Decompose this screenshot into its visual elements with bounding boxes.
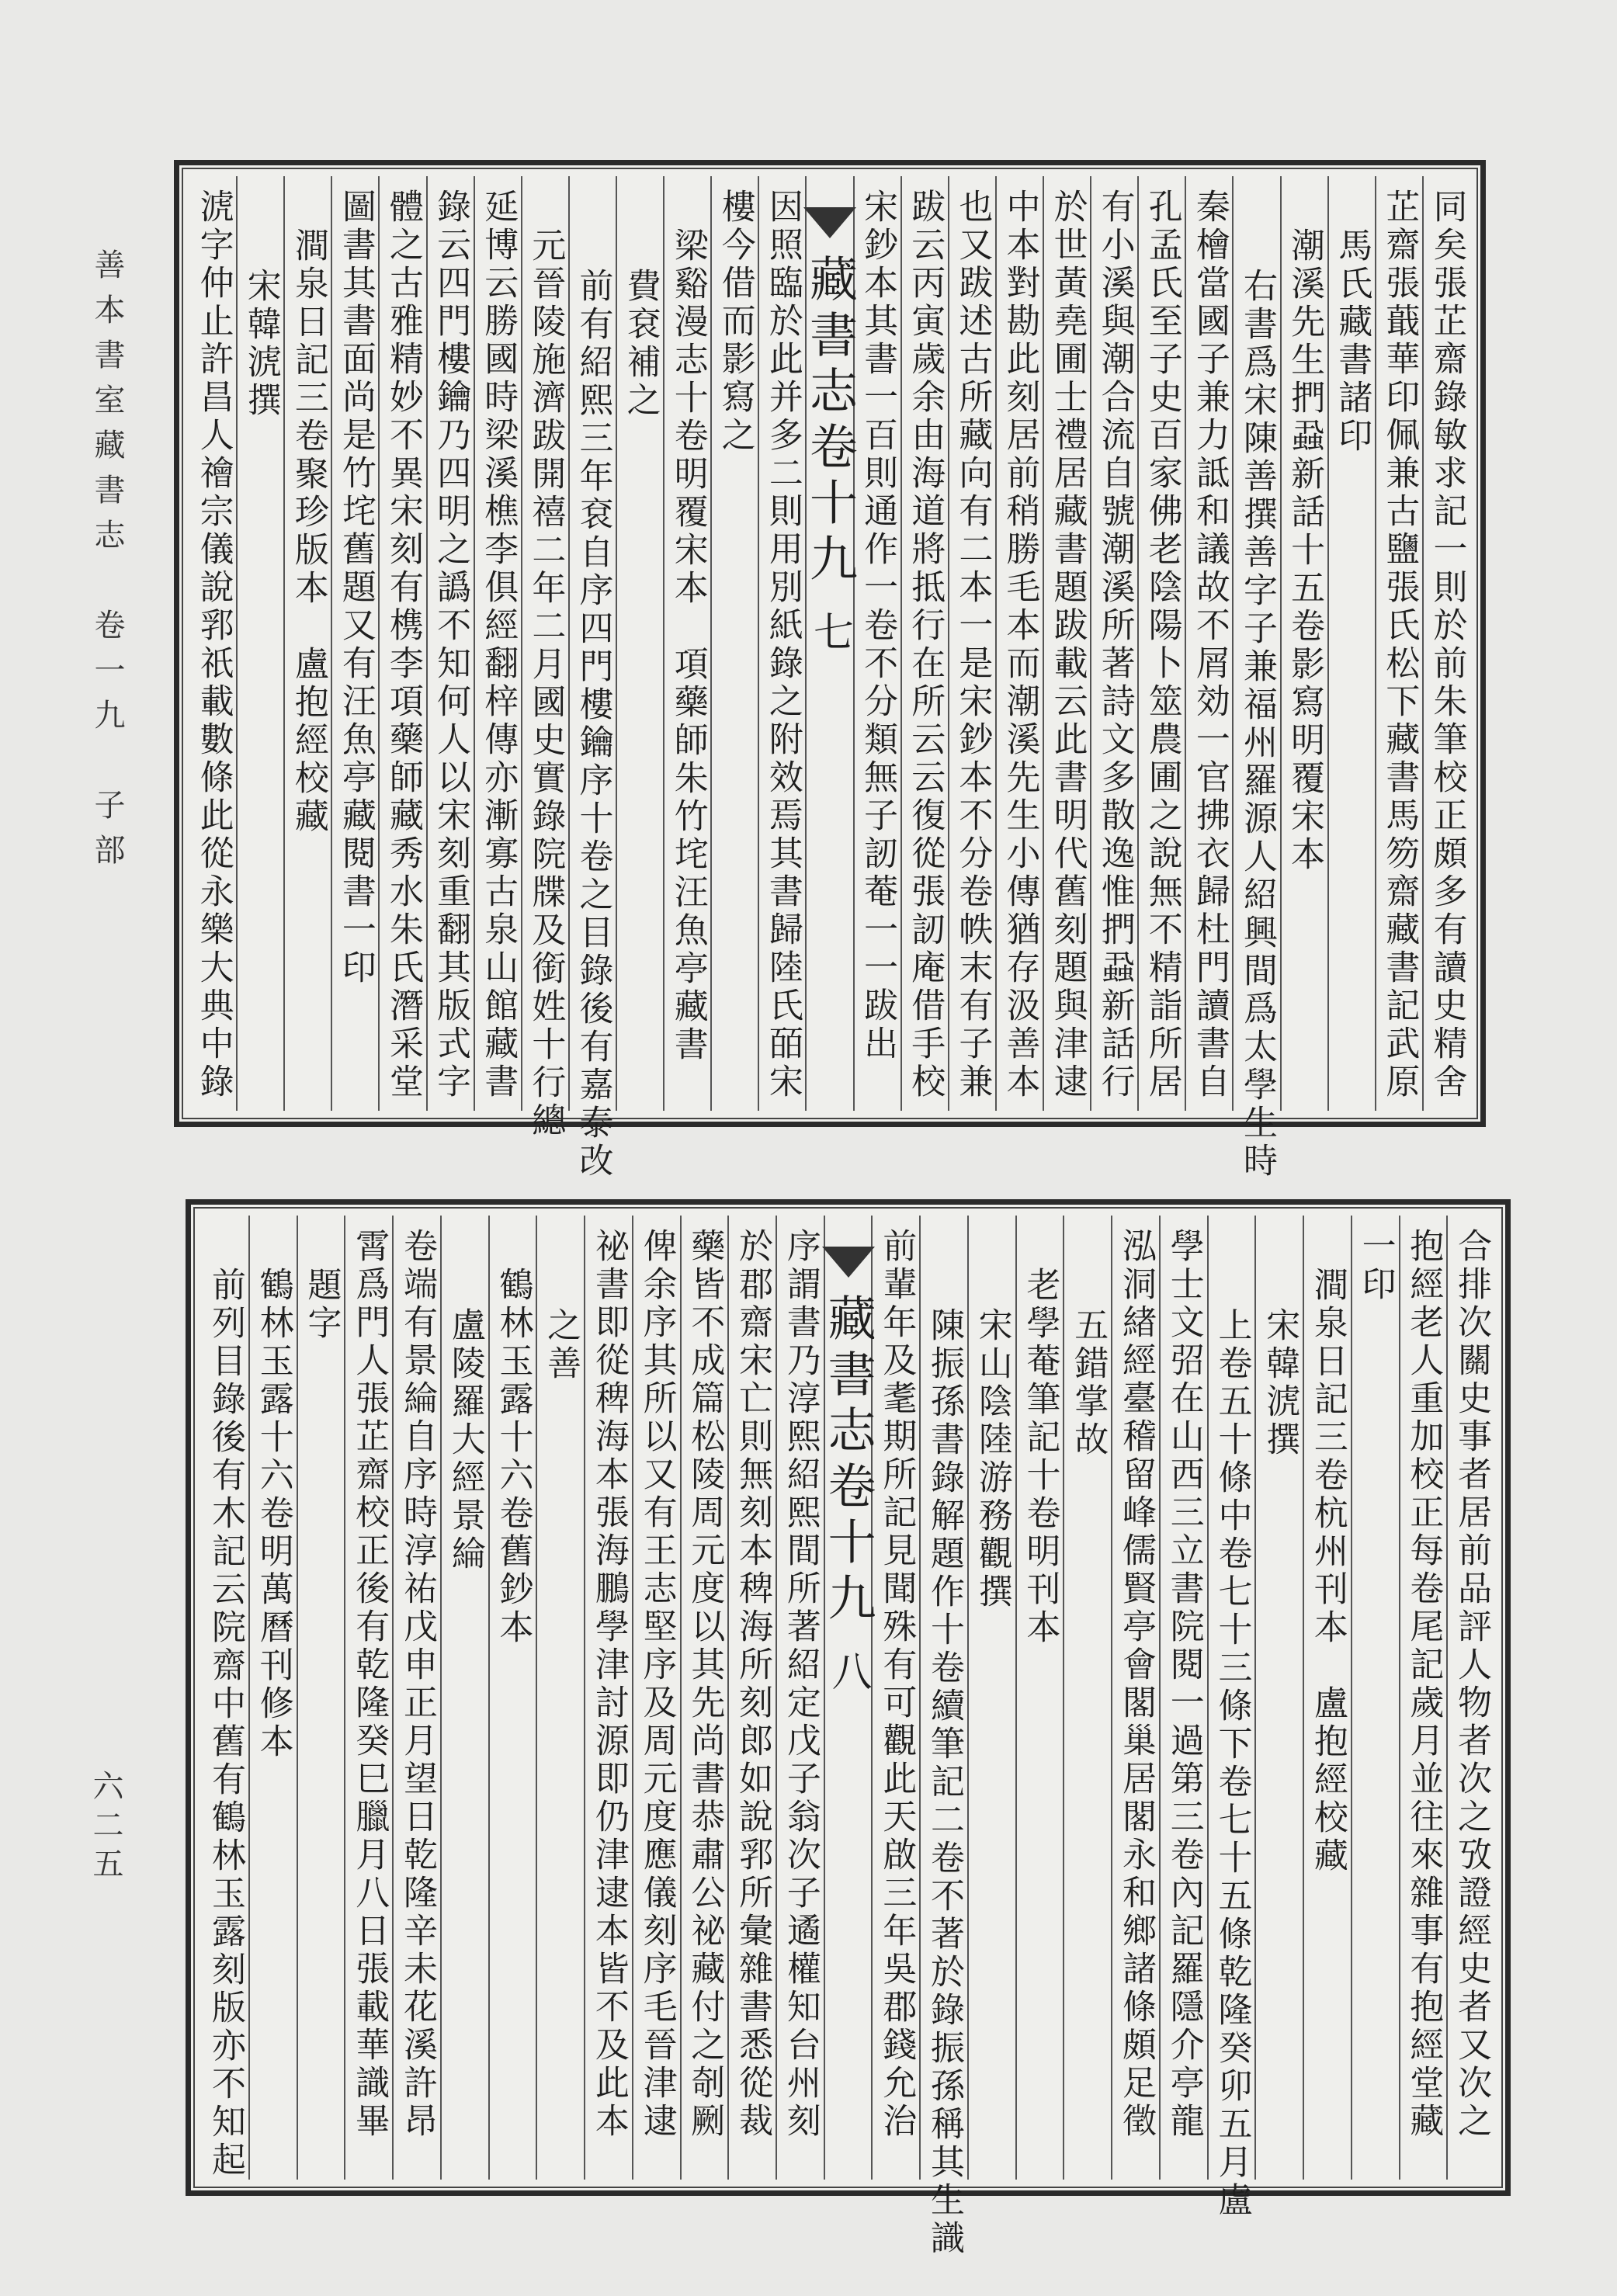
fold-column	[801, 176, 859, 1111]
column-text: 中本對勘此刻居前稍勝毛本而潮溪先生小傳猶存汲善本	[1000, 189, 1040, 1101]
text-column	[283, 176, 331, 1111]
column-text: 學士文弨在山西三立書院閱一過第三卷內記羅隱介亭龍	[1164, 1228, 1204, 2141]
column-text: 老學菴筆記十卷明刊本	[1020, 1267, 1060, 1647]
column-text: 宋韓淲撰	[241, 268, 281, 420]
column-text: 圖書其書面尚是竹垞舊題又有汪魚亭藏閱書一印	[335, 189, 376, 987]
column-text: 右書爲宋陳善撰善字子兼福州羅源人紹興間爲太學生時	[1237, 268, 1277, 1181]
column-text: 前有紹熙三年袞自序四門樓鑰序十卷之目錄後有嘉泰改	[573, 268, 613, 1181]
text-column	[995, 176, 1043, 1111]
column-text: 孔孟氏至子史百家佛老陰陽卜筮農圃之說無不精詣所居	[1142, 189, 1182, 1101]
text-column	[190, 176, 236, 1111]
text-column	[474, 176, 521, 1111]
text-column	[297, 1216, 345, 2180]
running-title: 善本書室藏書志 卷一九 子部	[89, 248, 125, 879]
text-column	[1254, 1216, 1303, 2180]
text-column	[1185, 176, 1232, 1111]
text-column	[632, 1216, 680, 2180]
column-text: 五錯掌故	[1068, 1307, 1109, 1459]
text-column	[1137, 176, 1185, 1111]
column-text: 前列目錄後有木記云院齋中舊有鶴林玉露刻版亦不知起	[206, 1267, 246, 2180]
fold-page-number: 八	[824, 1650, 872, 1691]
column-text: 元晉陵施濟跋開禧二年二月國史實錄院牒及銜姓十行總	[526, 227, 566, 1140]
column-text: 抱經老人重加校正每卷尾記歲月並往來雜事有抱經堂藏	[1404, 1228, 1444, 2141]
text-column	[536, 1216, 584, 2180]
column-text: 樓今借而影寫之	[715, 189, 755, 455]
column-text: 有小溪與潮合流自號潮溪所著詩文多散逸惟捫蝨新話行	[1095, 189, 1135, 1101]
text-column	[1207, 1216, 1255, 2220]
text-column	[1015, 1216, 1064, 2180]
bottom-columns	[202, 1216, 1494, 2258]
top-woodblock-page	[174, 160, 1486, 1181]
column-text: 一印	[1355, 1228, 1396, 1304]
text-column	[948, 176, 995, 1111]
column-text: 因照臨於此并多二則用別紙錄之附效焉其書歸陸氏皕宋	[762, 189, 803, 1101]
text-column	[426, 176, 474, 1111]
column-text: 澗泉日記三卷杭州刊本 盧抱經校藏	[1307, 1267, 1348, 1875]
text-column	[568, 176, 616, 1181]
page-number: 六二五	[88, 1770, 123, 1886]
text-column	[1232, 176, 1279, 1181]
column-text: 秦檜當國子兼力詆和議故不屑効一官拂衣歸杜門讀書自	[1189, 189, 1230, 1101]
column-text: 費袞補之	[620, 268, 661, 420]
text-column	[1280, 176, 1327, 1111]
text-column	[727, 1216, 776, 2180]
column-text: 淲字仲止許昌人禬宗儀說郛祇載數條此從永樂大典中錄	[193, 189, 234, 1101]
text-column	[1303, 1216, 1351, 2180]
text-column	[202, 1216, 248, 2180]
text-column	[331, 176, 378, 1111]
column-text: 馬氏藏書諸印	[1332, 227, 1372, 456]
fishtail-mark-icon	[803, 207, 856, 238]
text-column	[967, 1216, 1015, 2180]
column-text: 宋韓淲撰	[1260, 1307, 1300, 1459]
column-text: 澗泉日記三卷聚珍版本 盧抱經校藏	[288, 227, 328, 836]
text-column	[680, 1216, 728, 2180]
column-text: 鶴林玉露十六卷明萬曆刊修本	[253, 1267, 293, 1761]
column-text: 盧陵羅大經景綸	[445, 1307, 485, 1573]
text-column	[919, 1216, 967, 2258]
text-column	[344, 1216, 392, 2180]
top-columns	[190, 176, 1470, 1181]
column-text: 於世黃堯圃士禮居藏書題跋載云此書明代舊刻題與津逮	[1047, 189, 1088, 1101]
text-column	[663, 176, 710, 1111]
fold-title: 藏書志卷十九	[801, 254, 859, 589]
text-column	[248, 1216, 297, 2180]
column-text: 芷齋張蕺華印佩兼古鹽張氏松下藏書馬笏齋藏書記武原	[1379, 189, 1420, 1101]
column-text: 於郡齋宋亡則無刻本稗海所刻郎如說郛所彙雜書悉從裁	[733, 1228, 773, 2141]
fold-title: 藏書志卷十九	[820, 1293, 877, 1628]
page-margin	[70, 248, 140, 1506]
text-column	[440, 1216, 488, 2180]
column-text: 序謂書乃淳熙紹熙間所著紹定戊子翁次子遹權知台州刻	[780, 1228, 821, 2141]
fold-page-number: 七	[806, 611, 853, 651]
text-column	[1422, 176, 1470, 1111]
text-column	[776, 1216, 824, 2180]
column-text: 體之古雅精妙不異宋刻有槜李項藥師藏秀水朱氏潛采堂	[383, 189, 424, 1101]
column-text: 之善	[541, 1307, 581, 1383]
column-text: 梁谿漫志十卷明覆宋本 項藥師朱竹垞汪魚亭藏書	[668, 227, 708, 1064]
text-column	[710, 176, 758, 1111]
fishtail-mark-icon	[822, 1247, 875, 1278]
column-text: 延博云勝國時梁溪樵李俱經翻梓傳亦漸寡古泉山館藏書	[478, 189, 519, 1101]
column-text: 宋鈔本其書一百則通作一卷不分類無子訒菴一一跋出	[858, 189, 898, 1063]
column-text: 宋山陰陸游務觀撰	[972, 1307, 1012, 1611]
column-text: 藥皆不成篇松陵周元度以其先尚書恭肅公祕藏付之剞劂	[685, 1228, 725, 2141]
column-text: 泓洞緖經臺稽留峰儒賢亭會閣巢居閣永和鄉諸條頗足徵	[1116, 1228, 1156, 2141]
column-text: 前輩年及耄期所記見聞殊有可觀此天啟三年吳郡錢允治	[876, 1228, 917, 2141]
column-text: 鶴林玉露十六卷舊鈔本	[493, 1267, 533, 1647]
column-text: 跋云丙寅歲余由海道將抵行在所云云復從張訒庵借手校	[905, 189, 946, 1101]
text-column	[584, 1216, 632, 2180]
column-text: 卷端有景綸自序時淳祐戊申正月望日乾隆辛未花溪許昂	[397, 1228, 437, 2141]
text-column	[758, 176, 805, 1111]
column-text: 上卷五十條中卷七十三條下卷七十五條乾隆癸卯五月盧	[1212, 1307, 1252, 2220]
bottom-woodblock-page	[186, 1199, 1511, 2258]
column-text: 合排次關史事者居前品評人物者次之攷證經史者又次之	[1452, 1228, 1492, 2141]
column-text: 陳振孫書錄解題作十卷續筆記二卷不著於錄振孫稱其生識	[925, 1307, 965, 2258]
text-column	[900, 176, 948, 1111]
text-column	[378, 176, 425, 1111]
column-text: 俾余序其所以又有王志堅序及周元度應儀刻序毛晉津逮	[637, 1228, 677, 2141]
text-column	[616, 176, 663, 1111]
text-column	[1111, 1216, 1159, 2180]
column-text: 潮溪先生捫蝨新話十五卷影寫明覆宋本	[1285, 227, 1325, 874]
column-text: 霄爲門人張芷齋校正後有乾隆癸巳臘月八日張載華識畢	[349, 1228, 390, 2141]
text-column	[1159, 1216, 1207, 2180]
text-column	[1351, 1216, 1399, 2180]
text-column	[1375, 176, 1422, 1111]
text-column	[1327, 176, 1375, 1111]
fold-column	[820, 1216, 877, 2180]
text-column	[1446, 1216, 1494, 2180]
column-text: 題字	[301, 1267, 342, 1343]
text-column	[1043, 176, 1090, 1111]
text-column	[236, 176, 283, 1111]
text-column	[1090, 176, 1137, 1111]
text-column	[488, 1216, 536, 2180]
text-column	[521, 176, 568, 1140]
text-column	[392, 1216, 440, 2180]
text-column	[1063, 1216, 1111, 2180]
column-text: 同矣張芷齋錄敏求記一則於前朱筆校正頗多有讀史精舍	[1427, 189, 1467, 1101]
column-text: 錄云四門樓鑰乃四明之譌不知何人以宋刻重翻其版式字	[431, 189, 471, 1101]
column-text: 也又跋述古所藏向有二本一是宋鈔本不分卷帙末有子兼	[953, 189, 993, 1101]
column-text: 祕書即從稗海本張海鵬學津討源即仍津逮本皆不及此本	[588, 1228, 629, 2141]
text-column	[1399, 1216, 1447, 2180]
